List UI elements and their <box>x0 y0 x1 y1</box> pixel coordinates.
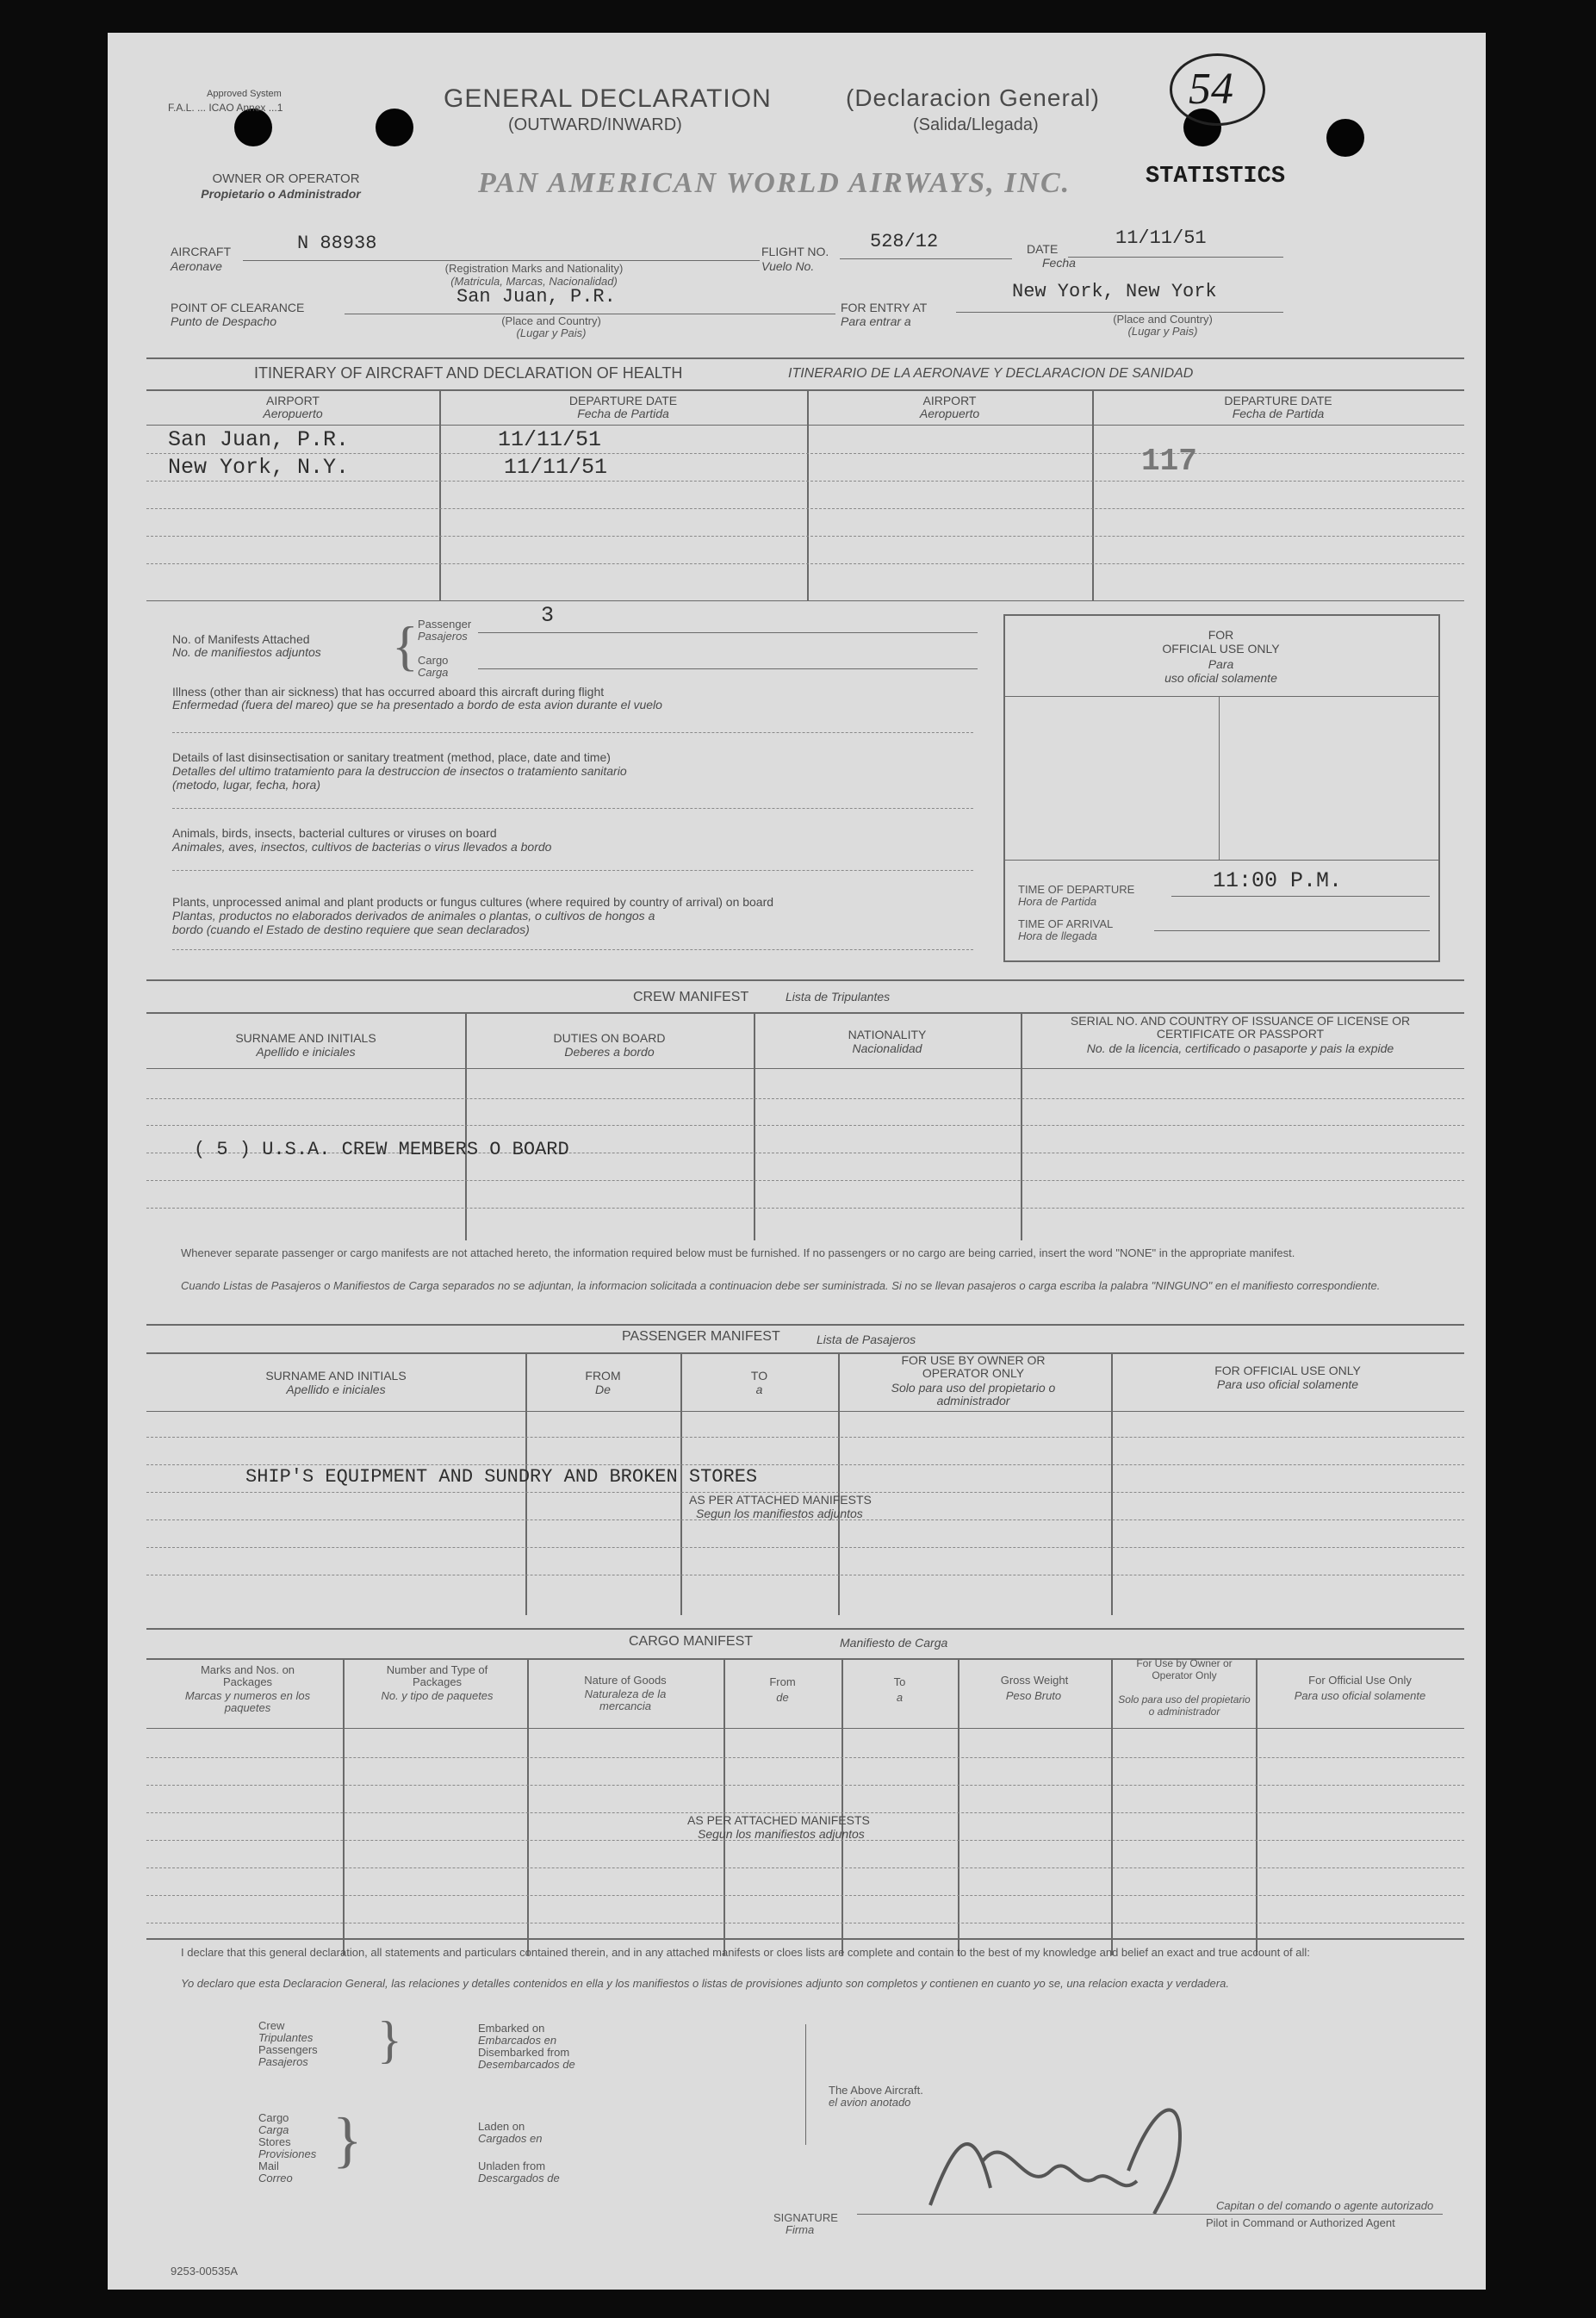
aircraft-value: N 88938 <box>297 233 377 254</box>
departure-time-value: 11:00 P.M. <box>1213 868 1343 893</box>
itin-col-airport: AIRPORT <box>266 394 320 407</box>
cargo-label: Cargo <box>418 654 449 667</box>
manifests-label-es: No. de manifiestos adjuntos <box>172 645 321 659</box>
embarked-label-es: Embarcados en <box>478 2034 557 2047</box>
crew-note: Whenever separate passenger or cargo manifests are not attached hereto, the information required below must be furnished. If no passengers or no cargo are being carried, insert the word "NONE" in the appropriate manifest. <box>181 1246 1295 1259</box>
crew-label-es: Tripulantes <box>258 2031 314 2044</box>
cargo-col-nature: Nature of Goods <box>584 1674 667 1687</box>
aircraft-label: AIRCRAFT <box>171 245 231 258</box>
itin-row-1-date: 11/11/51 <box>498 427 602 452</box>
owner-label: OWNER OR OPERATOR <box>212 171 360 186</box>
passenger-title: PASSENGER MANIFEST <box>622 1329 780 1344</box>
passenger-label: Passenger <box>418 618 472 631</box>
laden-label: Laden on <box>478 2120 525 2133</box>
passenger-label-es: Pasajeros <box>418 630 468 643</box>
passenger-col-official-es: Para uso oficial solamente <box>1216 1377 1359 1391</box>
crew-col-nationality-es: Nacionalidad <box>852 1041 922 1055</box>
handwritten-signature <box>922 2085 1232 2222</box>
aircraft-note-es: (Matricula, Marcas, Nacionalidad) <box>450 275 618 288</box>
cargo-label-es: Carga <box>418 666 449 679</box>
laden-label-es: Cargados en <box>478 2132 543 2145</box>
cargo-col-number-es: No. y tipo de paquetes <box>381 1689 494 1702</box>
passenger-col-name-es: Apellido e iniciales <box>286 1383 386 1396</box>
page-number-text: 54 <box>1189 65 1233 114</box>
passenger-col-name: SURNAME AND INITIALS <box>265 1369 407 1383</box>
flight-no-label: FLIGHT NO. <box>761 245 829 258</box>
itin-right-number: 117 <box>1141 444 1197 479</box>
statistics-stamp: STATISTICS <box>1146 164 1286 190</box>
punch-hole <box>376 109 413 146</box>
itinerary-title: ITINERARY OF AIRCRAFT AND DECLARATION OF HEALTH <box>254 364 683 382</box>
plants-text-es: Plantas, productos no elaborados derivados de animales o plantas, o cultivos de hongos a <box>172 909 655 923</box>
passenger-title-es: Lista de Pasajeros <box>817 1333 916 1346</box>
arrival-time-label-es: Hora de llegada <box>1018 929 1097 942</box>
itinerary-title-es: ITINERARIO DE LA AERONAVE Y DECLARACION DE SANIDAD <box>788 366 1194 381</box>
mail-label-es: Correo <box>258 2172 293 2184</box>
departure-time-label: TIME OF DEPARTURE <box>1018 883 1135 896</box>
approval-line-2: F.A.L. ... ICAO Annex ...1 <box>168 102 283 114</box>
disembarked-label: Disembarked from <box>478 2046 570 2059</box>
crew-col-name: SURNAME AND INITIALS <box>235 1031 376 1045</box>
date-label-es: Fecha <box>1042 256 1076 270</box>
cargo-col-marks: Marks and Nos. on Packages <box>200 1663 295 1688</box>
cargo-col-nature-es: Naturaleza de la mercancia <box>584 1687 667 1712</box>
divider <box>146 357 1464 359</box>
clearance-value: San Juan, P.R. <box>456 286 616 308</box>
declaration-text: I declare that this general declaration, all statements and particulars contained therein, and in any attached manifests or cloes lists are complete and contain to the best of my knowledge and belief an exact and true account of all: <box>181 1946 1310 1959</box>
passenger-entry: SHIP'S EQUIPMENT AND SUNDRY AND BROKEN STORES <box>245 1466 758 1488</box>
entry-label: FOR ENTRY AT <box>841 301 928 314</box>
entry-label-es: Para entrar a <box>841 314 911 328</box>
passengers-label-es: Pasajeros <box>258 2055 308 2068</box>
mail-label: Mail <box>258 2160 279 2172</box>
illness-text-es: Enfermedad (fuera del mareo) que se ha presentado a bordo de esta avion durante el vuelo <box>172 698 662 712</box>
stores-label-es: Provisiones <box>258 2147 317 2160</box>
embarked-label: Embarked on <box>478 2022 545 2035</box>
form-title-es-sub: (Salida/Llegada) <box>913 115 1039 134</box>
passenger-col-from-es: De <box>595 1383 611 1396</box>
cargo-col-weight: Gross Weight <box>1000 1674 1069 1687</box>
entry-value: New York, New York <box>1012 281 1217 302</box>
disinsect-text-es-2: (metodo, lugar, fecha, hora) <box>172 778 320 792</box>
clearance-label: POINT OF CLEARANCE <box>171 301 305 314</box>
date-label: DATE <box>1027 242 1059 256</box>
crew-col-duties: DUTIES ON BOARD <box>553 1031 666 1045</box>
above-aircraft-label: The Above Aircraft. <box>829 2084 923 2097</box>
form-title-es: (Declaracion General) <box>846 84 1100 111</box>
crew-title-es: Lista de Tripulantes <box>786 990 891 1004</box>
agent-label-es: Capitan o del comando o agente autorizado <box>1216 2199 1434 2212</box>
itin-row-2-airport: New York, N.Y. <box>168 455 350 480</box>
punch-hole <box>1326 119 1364 157</box>
cargo-col-number: Number and Type of Packages <box>386 1663 488 1688</box>
passenger-col-owner-es: Solo para uso del propietario o administrador <box>891 1381 1056 1408</box>
passenger-entry-sub-es: Segun los manifiestos adjuntos <box>696 1507 863 1520</box>
cargo-title-es: Manifiesto de Carga <box>840 1636 948 1650</box>
official-title: FOR <box>1208 628 1234 642</box>
cargo-col-from-es: de <box>776 1691 789 1704</box>
disinsect-text-es: Detalles del ultimo tratamiento para la destruccion de insectos o tratamiento sanitario <box>172 764 627 778</box>
manifests-label: No. of Manifests Attached <box>172 632 310 646</box>
crew-col-name-es: Apellido e iniciales <box>256 1045 356 1059</box>
crew-title: CREW MANIFEST <box>633 990 749 1004</box>
animals-text-es: Animales, aves, insectos, cultivos de bacterias o virus llevados a bordo <box>172 840 552 854</box>
itin-col-departure-2: DEPARTURE DATE <box>1224 394 1332 407</box>
cargo-col-owner-es: Solo para uso del propietario o administrador <box>1118 1693 1251 1718</box>
agent-label: Pilot in Command or Authorized Agent <box>1206 2216 1395 2229</box>
itin-row-1-airport: San Juan, P.R. <box>168 427 350 452</box>
cargo-col-official: For Official Use Only <box>1308 1674 1412 1687</box>
official-title-es-2: uso oficial solamente <box>1164 671 1277 685</box>
passengers-label: Passengers <box>258 2043 318 2056</box>
passenger-col-to-es: a <box>755 1383 763 1396</box>
crew-col-license: SERIAL NO. AND COUNTRY OF ISSUANCE OF LICENSE OR CERTIFICATE OR PASSPORT <box>1070 1014 1411 1041</box>
cargo-col-official-es: Para uso oficial solamente <box>1294 1689 1426 1702</box>
signature-label-es: Firma <box>786 2223 815 2236</box>
disinsect-text: Details of last disinsectisation or sanitary treatment (method, place, date and time) <box>172 750 611 764</box>
form-title: GENERAL DECLARATION <box>444 84 772 113</box>
departure-time-label-es: Hora de Partida <box>1018 895 1097 908</box>
clearance-note: (Place and Country) <box>501 314 601 327</box>
clearance-note-es: (Lugar y Pais) <box>516 326 587 339</box>
itin-col-airport-2-es: Aeropuerto <box>919 407 980 420</box>
crew-entry: ( 5 ) U.S.A. CREW MEMBERS O BOARD <box>194 1139 569 1160</box>
date-value: 11/11/51 <box>1115 227 1207 249</box>
cargo-col-from: From <box>769 1675 796 1688</box>
cargo-col-marks-es: Marcas y numeros en los paquetes <box>184 1689 311 1714</box>
cargo-col-to: To <box>893 1675 906 1688</box>
crew-note-es: Cuando Listas de Pasajeros o Manifiestos de Carga separados no se adjuntan, la informacion solicitada a continuacion debe ser suministrada. Si no se llevan pasajeros o carga escriba la palabra "NINGUNO" en el manifiesto correspondiente. <box>181 1279 1381 1292</box>
itin-col-departure: DEPARTURE DATE <box>568 394 678 407</box>
cargo-col-to-es: a <box>896 1691 904 1704</box>
official-title-es: Para <box>1208 657 1234 671</box>
cargo-entry: AS PER ATTACHED MANIFESTS <box>687 1813 870 1827</box>
itin-col-departure-es: Fecha de Partida <box>577 407 669 420</box>
crew-col-duties-es: Deberes a bordo <box>564 1045 655 1059</box>
crew-col-nationality: NATIONALITY <box>848 1028 927 1041</box>
declaration-text-es: Yo declaro que esta Declaracion General, las relaciones y detalles contenidos en ella y los manifiestos o listas de provisiones adjunto son completos y contienen en cuanto yo se, una relacion exacta y verdadera. <box>181 1977 1229 1990</box>
stores-label: Stores <box>258 2135 291 2148</box>
animals-text: Animals, birds, insects, bacterial cultures or viruses on board <box>172 826 497 840</box>
flight-no-label-es: Vuelo No. <box>761 259 815 273</box>
clearance-label-es: Punto de Despacho <box>171 314 276 328</box>
crew-col-license-es: No. de la licencia, certificado o pasaporte y pais la expide <box>1086 1041 1394 1055</box>
arrival-time-label: TIME OF ARRIVAL <box>1018 917 1114 930</box>
passenger-col-to: TO <box>750 1369 768 1383</box>
cargo-entry-es: Segun los manifiestos adjuntos <box>698 1827 865 1841</box>
owner-label-es: Propietario o Administrador <box>201 187 361 201</box>
passenger-col-official: FOR OFFICIAL USE ONLY <box>1214 1364 1361 1377</box>
manifests-value: 3 <box>541 603 555 628</box>
itin-col-airport-es: Aeropuerto <box>263 407 323 420</box>
form-number: 9253-00535A <box>171 2265 239 2278</box>
aircraft-label-es: Aeronave <box>171 259 222 273</box>
above-aircraft-label-es: el avion anotado <box>829 2096 911 2109</box>
passenger-entry-sub: AS PER ATTACHED MANIFESTS <box>689 1493 872 1507</box>
flight-no-value: 528/12 <box>870 231 939 252</box>
plants-text: Plants, unprocessed animal and plant products or fungus cultures (where required by country of arrival) on board <box>172 895 774 909</box>
cargo-col-weight-es: Peso Bruto <box>1005 1689 1062 1702</box>
illness-text: Illness (other than air sickness) that has occurred aboard this aircraft during flight <box>172 685 605 699</box>
cargo-decl-label-es: Carga <box>258 2123 289 2136</box>
entry-note: (Place and Country) <box>1113 313 1213 326</box>
cargo-title: CARGO MANIFEST <box>629 1634 754 1649</box>
itin-col-airport-2: AIRPORT <box>922 394 977 407</box>
signature-label: SIGNATURE <box>773 2211 838 2224</box>
plants-text-es-2: bordo (cuando el Estado de destino requiere que sean declarados) <box>172 923 530 936</box>
unladen-label-es: Descargados de <box>478 2172 560 2184</box>
unladen-label: Unladen from <box>478 2160 546 2172</box>
itin-col-departure-2-es: Fecha de Partida <box>1232 407 1325 420</box>
aircraft-note: (Registration Marks and Nationality) <box>444 262 624 275</box>
entry-note-es: (Lugar y Pais) <box>1127 325 1198 338</box>
cargo-decl-label: Cargo <box>258 2111 289 2124</box>
official-title-2: OFFICIAL USE ONLY <box>1162 642 1280 656</box>
itin-row-2-date: 11/11/51 <box>504 455 608 480</box>
passenger-col-from: FROM <box>585 1369 621 1383</box>
passenger-col-owner: FOR USE BY OWNER OR OPERATOR ONLY <box>901 1353 1046 1380</box>
cargo-col-owner: For Use by Owner or Operator Only <box>1136 1657 1233 1681</box>
approval-line-1: Approved System <box>207 89 282 99</box>
owner-value: PAN AMERICAN WORLD AIRWAYS, INC. <box>478 167 1071 199</box>
form-title-sub: (OUTWARD/INWARD) <box>508 115 682 134</box>
crew-label: Crew <box>258 2019 285 2032</box>
disembarked-label-es: Desembarcados de <box>478 2058 575 2071</box>
